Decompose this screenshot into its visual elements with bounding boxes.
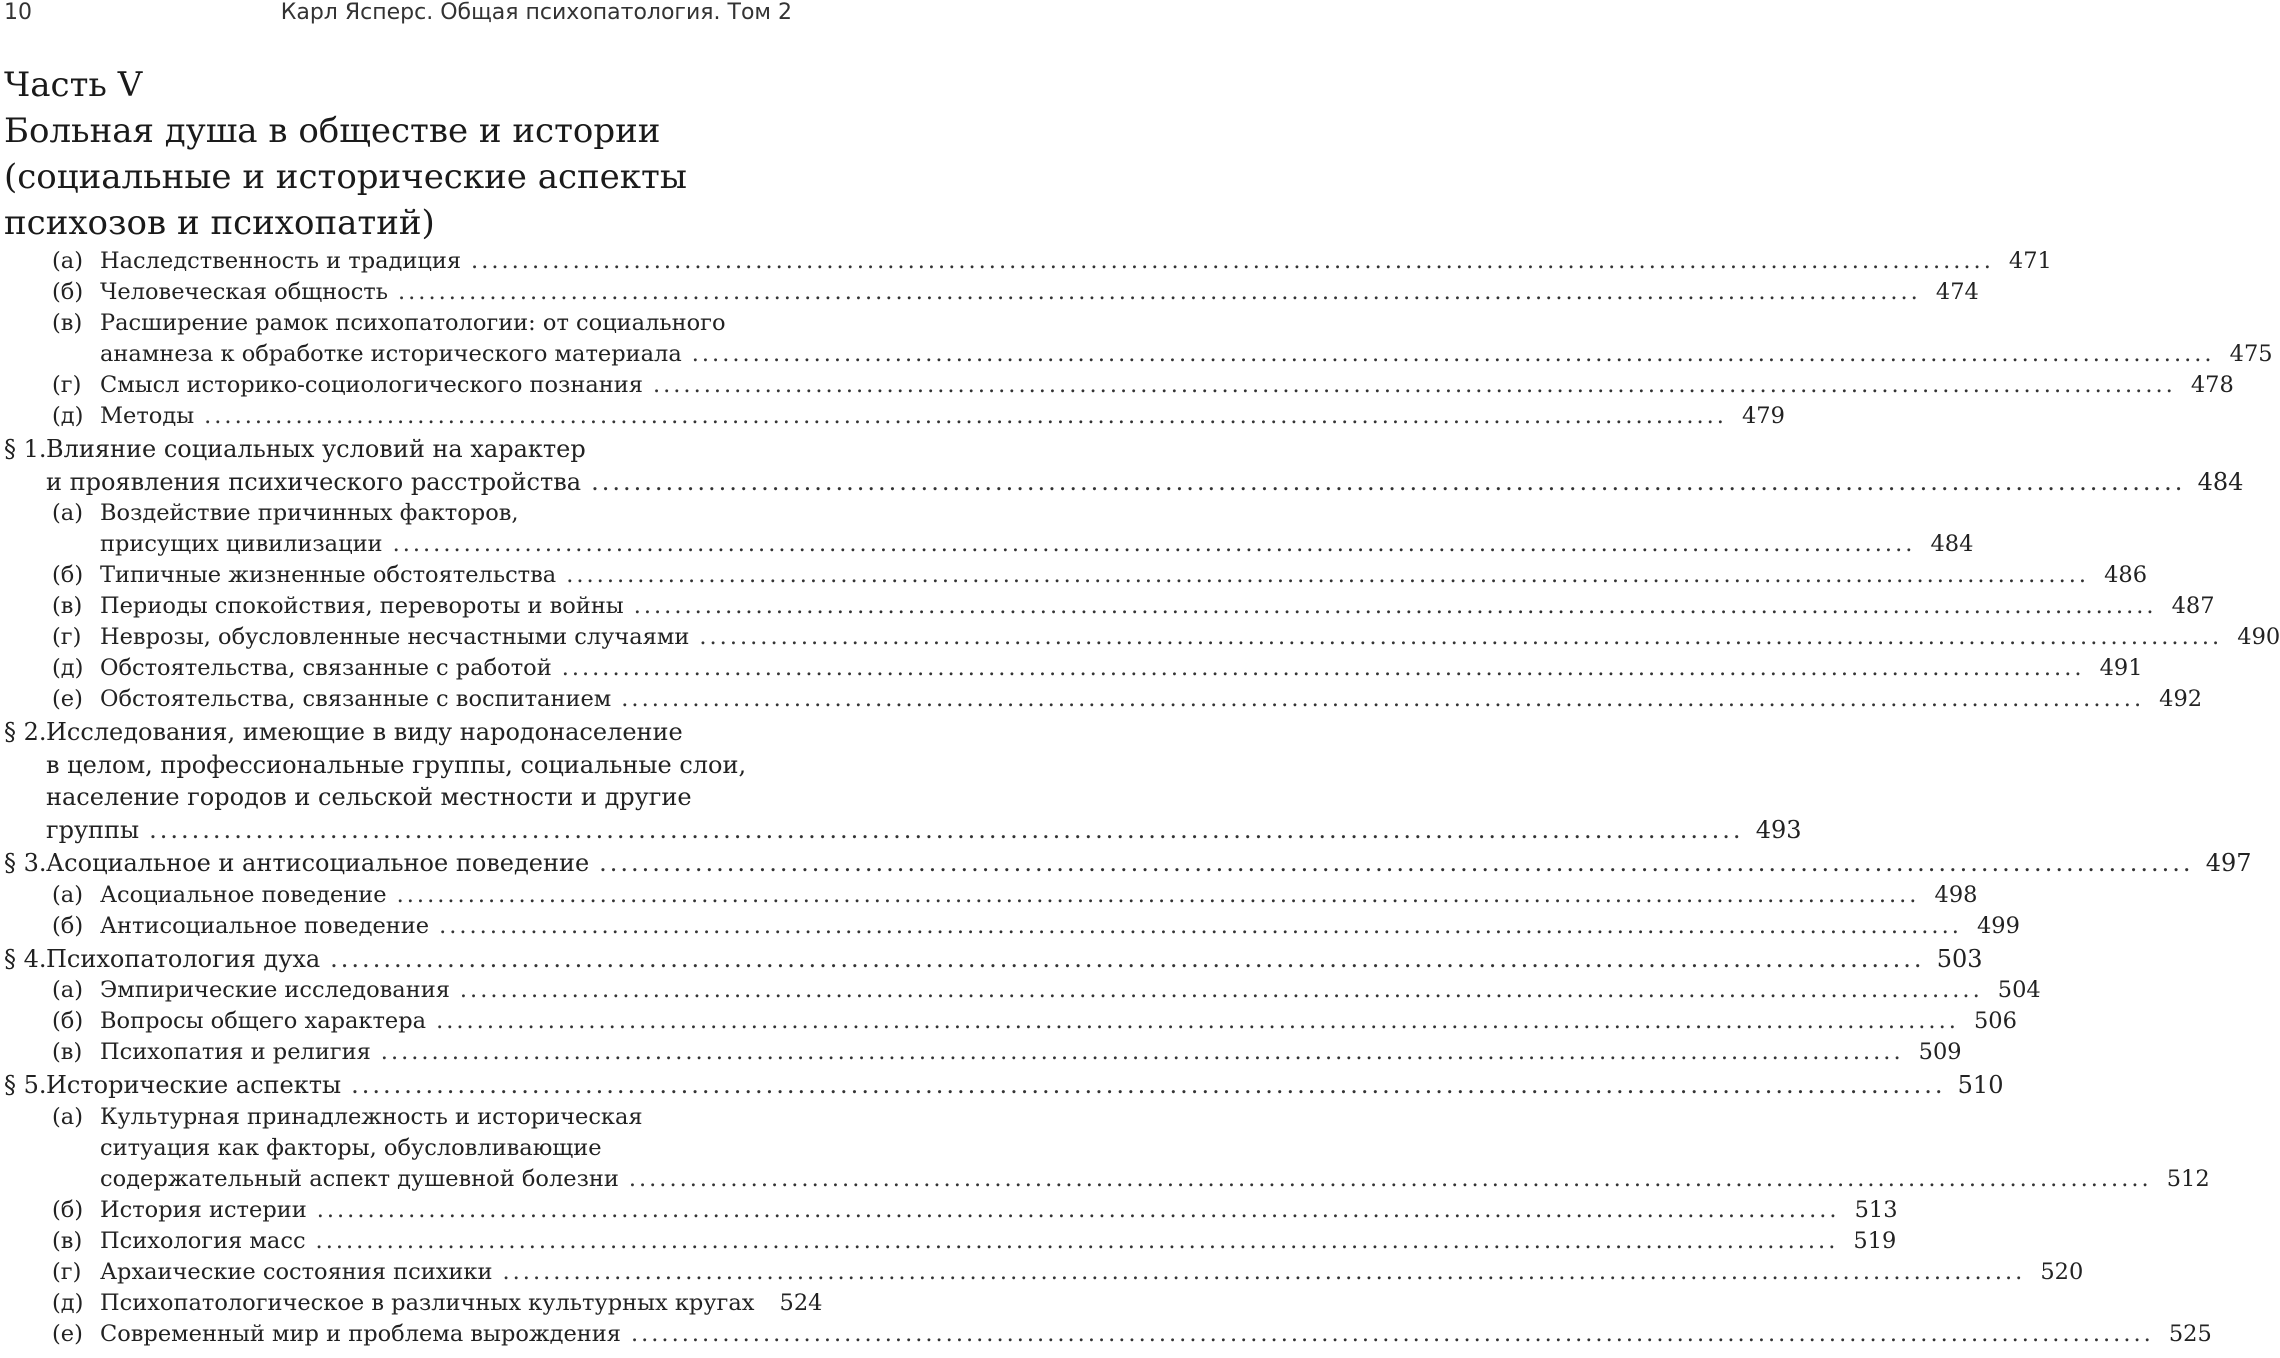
toc-page-number: 484 xyxy=(2197,467,2244,496)
toc-entry-label: (д) xyxy=(52,403,84,429)
toc-entry-label: (д) xyxy=(52,655,84,681)
toc-entry-title-line: Расширение рамок психопатологии: от социального xyxy=(100,310,726,336)
toc-entry-label: (в) xyxy=(52,1227,83,1254)
toc-entry-label: § 3. xyxy=(4,849,47,877)
toc-entry-title-line: Обстоятельства, связанные с работой xyxy=(100,655,552,681)
toc-entry-label: (в) xyxy=(52,1039,83,1065)
toc-entry-title-line: Асоциальное и антисоциальное поведение xyxy=(46,849,590,877)
toc-page-number: 484 xyxy=(1930,531,1974,557)
toc-entry-title-line: Человеческая общность xyxy=(100,279,388,305)
toc-entry-label: (а) xyxy=(52,881,83,908)
toc-subsection-entry[interactable] xyxy=(0,1319,2212,1350)
toc-subsection-entry[interactable] xyxy=(0,560,2148,591)
toc-entry-title-line: Обстоятельства, связанные с воспитанием xyxy=(100,686,612,712)
toc-subsection-entry[interactable] xyxy=(0,308,2273,370)
toc-page-number: 474 xyxy=(1935,279,1979,305)
toc-entry-title-line: Наследственность и традиция xyxy=(100,248,462,274)
toc-subsection-entry[interactable] xyxy=(0,1102,2210,1195)
toc-subsection-entry[interactable] xyxy=(0,246,2052,277)
toc-subsection-entry[interactable] xyxy=(0,401,1785,432)
toc-page-number: 471 xyxy=(2008,248,2052,274)
toc-subsection-entry[interactable] xyxy=(0,1195,1898,1226)
toc-page-number: 504 xyxy=(1997,977,2041,1003)
toc-entry-label: (в) xyxy=(52,310,83,336)
toc-entry-label: (б) xyxy=(52,1008,84,1034)
toc-entry-title-line: Смысл историко-социологического познания xyxy=(100,372,643,398)
part-title-line: психозов и психопатий) xyxy=(4,203,435,243)
dot-leader xyxy=(393,529,1916,560)
part-title-line: (социальные и исторические аспекты xyxy=(4,157,687,197)
dot-leader xyxy=(436,1006,1959,1037)
table-of-contents xyxy=(0,246,2280,1350)
toc-subsection-entry[interactable] xyxy=(0,653,2143,684)
toc-entry-title-line: группы xyxy=(46,815,140,844)
toc-entry-title-line: Влияние социальных условий на характер xyxy=(46,435,586,463)
toc-page-number: 512 xyxy=(2166,1165,2210,1192)
dot-leader xyxy=(381,1037,1904,1068)
toc-subsection-entry[interactable] xyxy=(0,1226,1897,1257)
toc-entry-title-line: Периоды спокойствия, перевороты и войны xyxy=(100,593,624,619)
toc-entry-title-line: Психология масс xyxy=(100,1227,306,1254)
dot-leader xyxy=(566,560,2089,591)
toc-subsection-entry[interactable] xyxy=(0,277,1979,308)
toc-subsection-entry[interactable] xyxy=(0,1037,1962,1068)
toc-entry-title-line: анамнеза к обработке исторического материала xyxy=(100,341,682,367)
toc-subsection-entry[interactable] xyxy=(0,370,2234,401)
dot-leader xyxy=(653,370,2176,401)
toc-subsection-entry[interactable] xyxy=(0,622,2280,653)
toc-entry-title-line: Психопатия и религия xyxy=(100,1039,371,1065)
toc-entry-title-line: и проявления психического расстройства xyxy=(46,467,582,496)
toc-section-entry[interactable] xyxy=(0,847,2252,880)
toc-page-number: 491 xyxy=(2099,655,2143,681)
toc-entry-label: (в) xyxy=(52,593,83,619)
toc-page-number: 513 xyxy=(1854,1196,1898,1223)
dot-leader xyxy=(562,653,2085,684)
toc-subsection-entry[interactable] xyxy=(0,1006,2017,1037)
toc-page-number: 519 xyxy=(1853,1227,1897,1254)
toc-entry-label: (а) xyxy=(52,500,83,526)
toc-entry-title-line: Асоциальное поведение xyxy=(100,881,387,908)
toc-entry-label: § 4. xyxy=(4,944,47,973)
running-title: Карл Ясперс. Общая психопатология. Том 2 xyxy=(280,0,792,25)
toc-entry-title-line: в целом, профессиональные группы, социальные слои, xyxy=(46,750,747,779)
toc-entry-title-line: Вопросы общего характера xyxy=(100,1008,427,1034)
toc-entry-label: § 2. xyxy=(4,718,47,746)
dot-leader xyxy=(460,975,1983,1006)
dot-leader xyxy=(149,814,1743,847)
dot-leader xyxy=(621,684,2144,715)
toc-page-number: 506 xyxy=(1973,1008,2017,1034)
toc-entry-label: (а) xyxy=(52,1103,83,1130)
toc-subsection-entry[interactable] xyxy=(0,591,2215,622)
toc-page-number: 520 xyxy=(2040,1258,2084,1285)
toc-page-number: 486 xyxy=(2104,562,2148,588)
toc-subsection-entry[interactable] xyxy=(0,498,1974,560)
dot-leader xyxy=(316,1226,1839,1257)
dot-leader xyxy=(317,1195,1840,1226)
toc-entry-label: (а) xyxy=(52,977,83,1003)
toc-entry-label: (г) xyxy=(52,1258,82,1285)
toc-page-number: 493 xyxy=(1755,815,1802,844)
dot-leader xyxy=(330,943,1924,976)
toc-entry-title-line: Типичные жизненные обстоятельства xyxy=(100,562,557,588)
dot-leader xyxy=(634,591,2157,622)
dot-leader xyxy=(351,1069,1945,1102)
toc-entry-label: (б) xyxy=(52,1196,84,1223)
toc-page-number: 509 xyxy=(1918,1039,1962,1065)
toc-entry-label: (б) xyxy=(52,912,84,939)
part-label: Часть V xyxy=(4,65,143,105)
toc-page-number: 499 xyxy=(1976,912,2020,939)
dot-leader xyxy=(397,880,1920,911)
toc-page-number: 487 xyxy=(2171,593,2215,619)
toc-page-number: 525 xyxy=(2168,1320,2212,1347)
toc-subsection-entry[interactable] xyxy=(0,1288,823,1319)
toc-entry-title-line: Психопатология духа xyxy=(46,944,321,973)
toc-entry-title-line: содержательный аспект душевной болезни xyxy=(100,1165,619,1192)
dot-leader xyxy=(591,466,2185,499)
toc-entry-label: (б) xyxy=(52,562,84,588)
part-title-line: Больная душа в обществе и истории xyxy=(4,111,661,151)
toc-entry-title-line: ситуация как факторы, обусловливающие xyxy=(100,1134,602,1161)
toc-section-entry[interactable] xyxy=(0,943,1983,976)
toc-entry-title-line: Неврозы, обусловленные несчастными случаями xyxy=(100,624,690,650)
running-header xyxy=(0,0,796,36)
dot-leader xyxy=(692,339,2215,370)
toc-entry-label: (г) xyxy=(52,624,82,650)
toc-entry-title-line: Исследования, имеющие в виду народонаселение xyxy=(46,718,683,746)
toc-entry-title-line: Культурная принадлежность и историческая xyxy=(100,1103,643,1130)
toc-entry-label: § 1. xyxy=(4,435,47,463)
toc-entry-title-line: Антисоциальное поведение xyxy=(100,912,430,939)
toc-entry-label: (е) xyxy=(52,686,83,712)
toc-subsection-entry[interactable] xyxy=(0,684,2203,715)
page-number: 10 xyxy=(4,0,32,25)
toc-section-entry[interactable] xyxy=(0,433,2244,498)
toc-entry-title-line: Архаические состояния психики xyxy=(100,1258,493,1285)
toc-entry-label: (б) xyxy=(52,279,84,305)
toc-page-number: 479 xyxy=(1741,403,1785,429)
toc-page-number: 498 xyxy=(1934,881,1978,908)
toc-page-number: 478 xyxy=(2190,372,2234,398)
toc-page-number: 510 xyxy=(1957,1071,2004,1099)
toc-entry-title-line: Современный мир и проблема вырождения xyxy=(100,1320,621,1347)
dot-leader xyxy=(631,1319,2154,1350)
toc-page-number: 497 xyxy=(2205,849,2252,877)
toc-entry-title-line: присущих цивилизации xyxy=(100,531,383,557)
toc-entry-label: (а) xyxy=(52,248,83,274)
dot-leader xyxy=(398,277,1921,308)
toc-entry-label: § 5. xyxy=(4,1071,47,1099)
toc-entry-title-line: Исторические аспекты xyxy=(46,1071,342,1099)
dot-leader xyxy=(471,246,1994,277)
dot-leader xyxy=(439,911,1962,942)
dot-leader xyxy=(599,847,2193,880)
toc-subsection-entry[interactable] xyxy=(0,880,1978,911)
toc-entry-title-line: население городов и сельской местности и другие xyxy=(46,783,692,811)
dot-leader xyxy=(502,1257,2025,1288)
toc-section-entry[interactable] xyxy=(0,716,1802,846)
toc-entry-label: (г) xyxy=(52,372,82,398)
toc-page-number: 524 xyxy=(779,1289,823,1316)
toc-page-number: 475 xyxy=(2229,341,2273,367)
toc-entry-title-line: Психопатологическое в различных культурных кругах xyxy=(100,1289,755,1316)
toc-entry-title-line: Эмпирические исследования xyxy=(100,977,450,1003)
toc-page-number: 503 xyxy=(1936,944,1983,973)
part-heading xyxy=(4,62,784,246)
dot-leader xyxy=(629,1164,2152,1195)
toc-subsection-entry[interactable] xyxy=(0,975,2041,1006)
toc-entry-label: (е) xyxy=(52,1320,83,1347)
toc-subsection-entry[interactable] xyxy=(0,911,2020,942)
toc-subsection-entry[interactable] xyxy=(0,1257,2084,1288)
toc-entry-title-line: Методы xyxy=(100,403,195,429)
dot-leader xyxy=(699,622,2222,653)
toc-page-number: 490 xyxy=(2237,624,2280,650)
toc-entry-label: (д) xyxy=(52,1289,84,1316)
toc-page-number: 492 xyxy=(2159,686,2203,712)
toc-entry-title-line: Воздействие причинных факторов, xyxy=(100,500,519,526)
toc-section-entry[interactable] xyxy=(0,1069,2004,1102)
dot-leader xyxy=(204,401,1727,432)
toc-entry-title-line: История истерии xyxy=(100,1196,307,1223)
